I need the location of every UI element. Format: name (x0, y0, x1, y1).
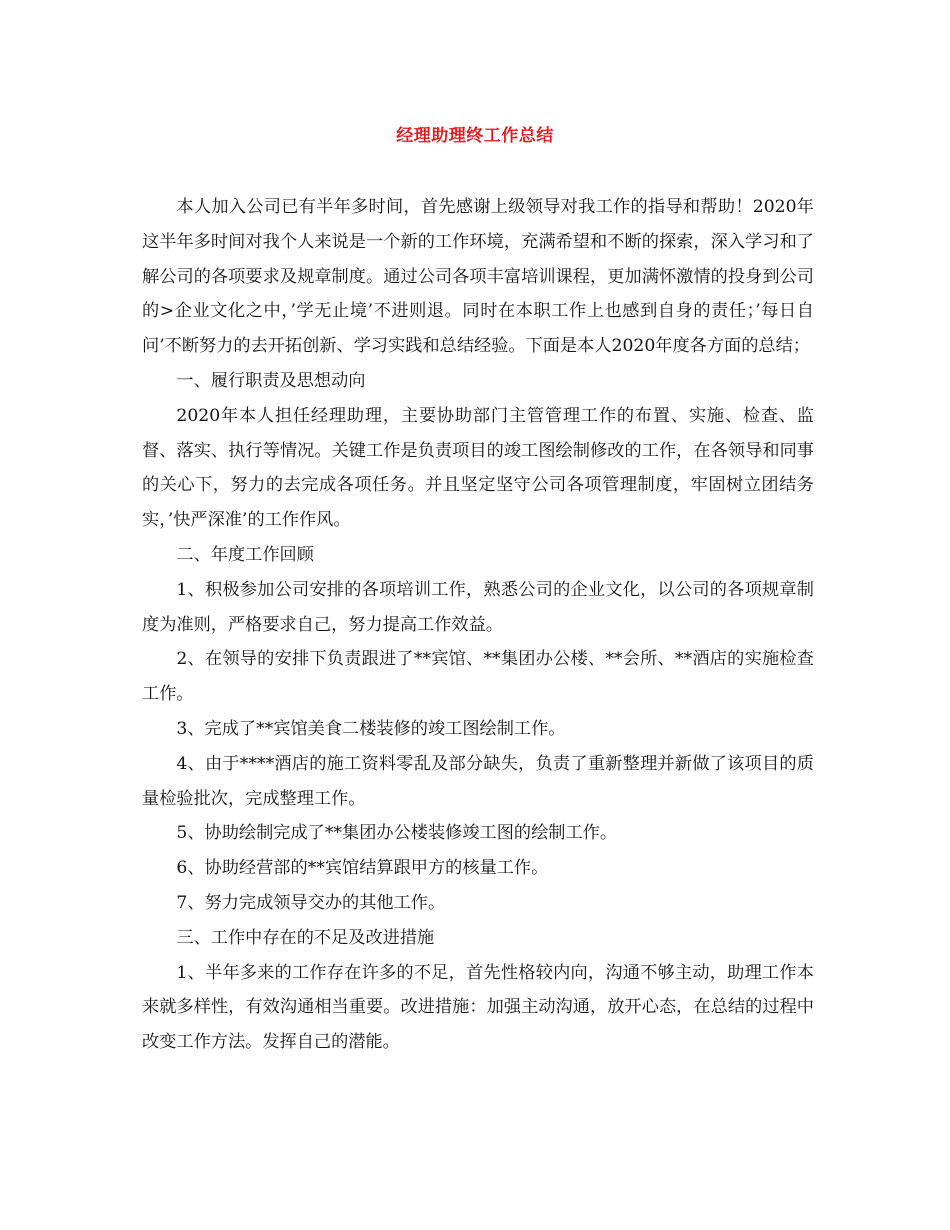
review-item-7: 7、努力完成领导交办的其他工作。 (176, 892, 446, 913)
review-item-6: 6、协助经营部的**宾馆结算跟甲方的核量工作。 (176, 858, 549, 879)
review-item-5: 5、协助绘制完成了**集团办公楼装修竣工图的绘制工作。 (176, 823, 618, 844)
improvement-item-1: 1、半年多来的工作存在许多的不足，首先性格较内向，沟通不够主动，助理工作本来就多样性，有效沟通相当重要。改进措施：加强主动沟通，放开心态，在总结的过程中改变工作方法。发挥自己的潜能。 (142, 962, 814, 1053)
paragraph-duties: 2020年本人担任经理助理，主要协助部门主管管理工作的布置、实施、检查、监督、落实、执行等情况。关键工作是负责项目的竣工图绘制修改的工作，在各领导和同事的关心下，努力的去完成各项任务。并且坚定坚守公司各项管理制度，牢固树立团结务实，’快严深准’的工作作风。 (142, 405, 814, 531)
review-item-4: 4、由于****酒店的施工资料零乱及部分缺失，负责了重新整理并新做了该项目的质量检验批次，完成整理工作。 (142, 753, 814, 809)
paragraph-intro: 本人加入公司已有半年多时间，首先感谢上级领导对我工作的指导和帮助！2020年这半年多时间对我个人来说是一个新的工作环境，充满希望和不断的探索，深入学习和了解公司的各项要求及规章制度。通过公司各项丰富培训课程，更加满怀激情的投身到公司的>企业文化之中，’学无止境’不进则退。同时在本职工作上也感到自身的责任；’每日自问’不断努力的去开拓创新、学习实践和总结经验。下面是本人2020年度各方面的总结； (142, 197, 814, 357)
document-title: 经理助理终工作总结 (396, 126, 554, 146)
document-body (142, 190, 814, 1060)
section-heading-duties: 一、履行职责及思想动向 (176, 370, 366, 391)
section-heading-improvements: 三、工作中存在的不足及改进措施 (176, 927, 435, 948)
review-item-1: 1、积极参加公司安排的各项培训工作，熟悉公司的企业文化，以公司的各项规章制度为准则，严格要求自己，努力提高工作效益。 (142, 579, 814, 635)
review-item-2: 2、在领导的安排下负责跟进了**宾馆、**集团办公楼、**会所、**酒店的实施检查工作。 (142, 649, 814, 705)
review-item-3: 3、完成了**宾馆美食二楼装修的竣工图绘制工作。 (176, 718, 566, 739)
section-heading-review: 二、年度工作回顾 (176, 544, 314, 565)
